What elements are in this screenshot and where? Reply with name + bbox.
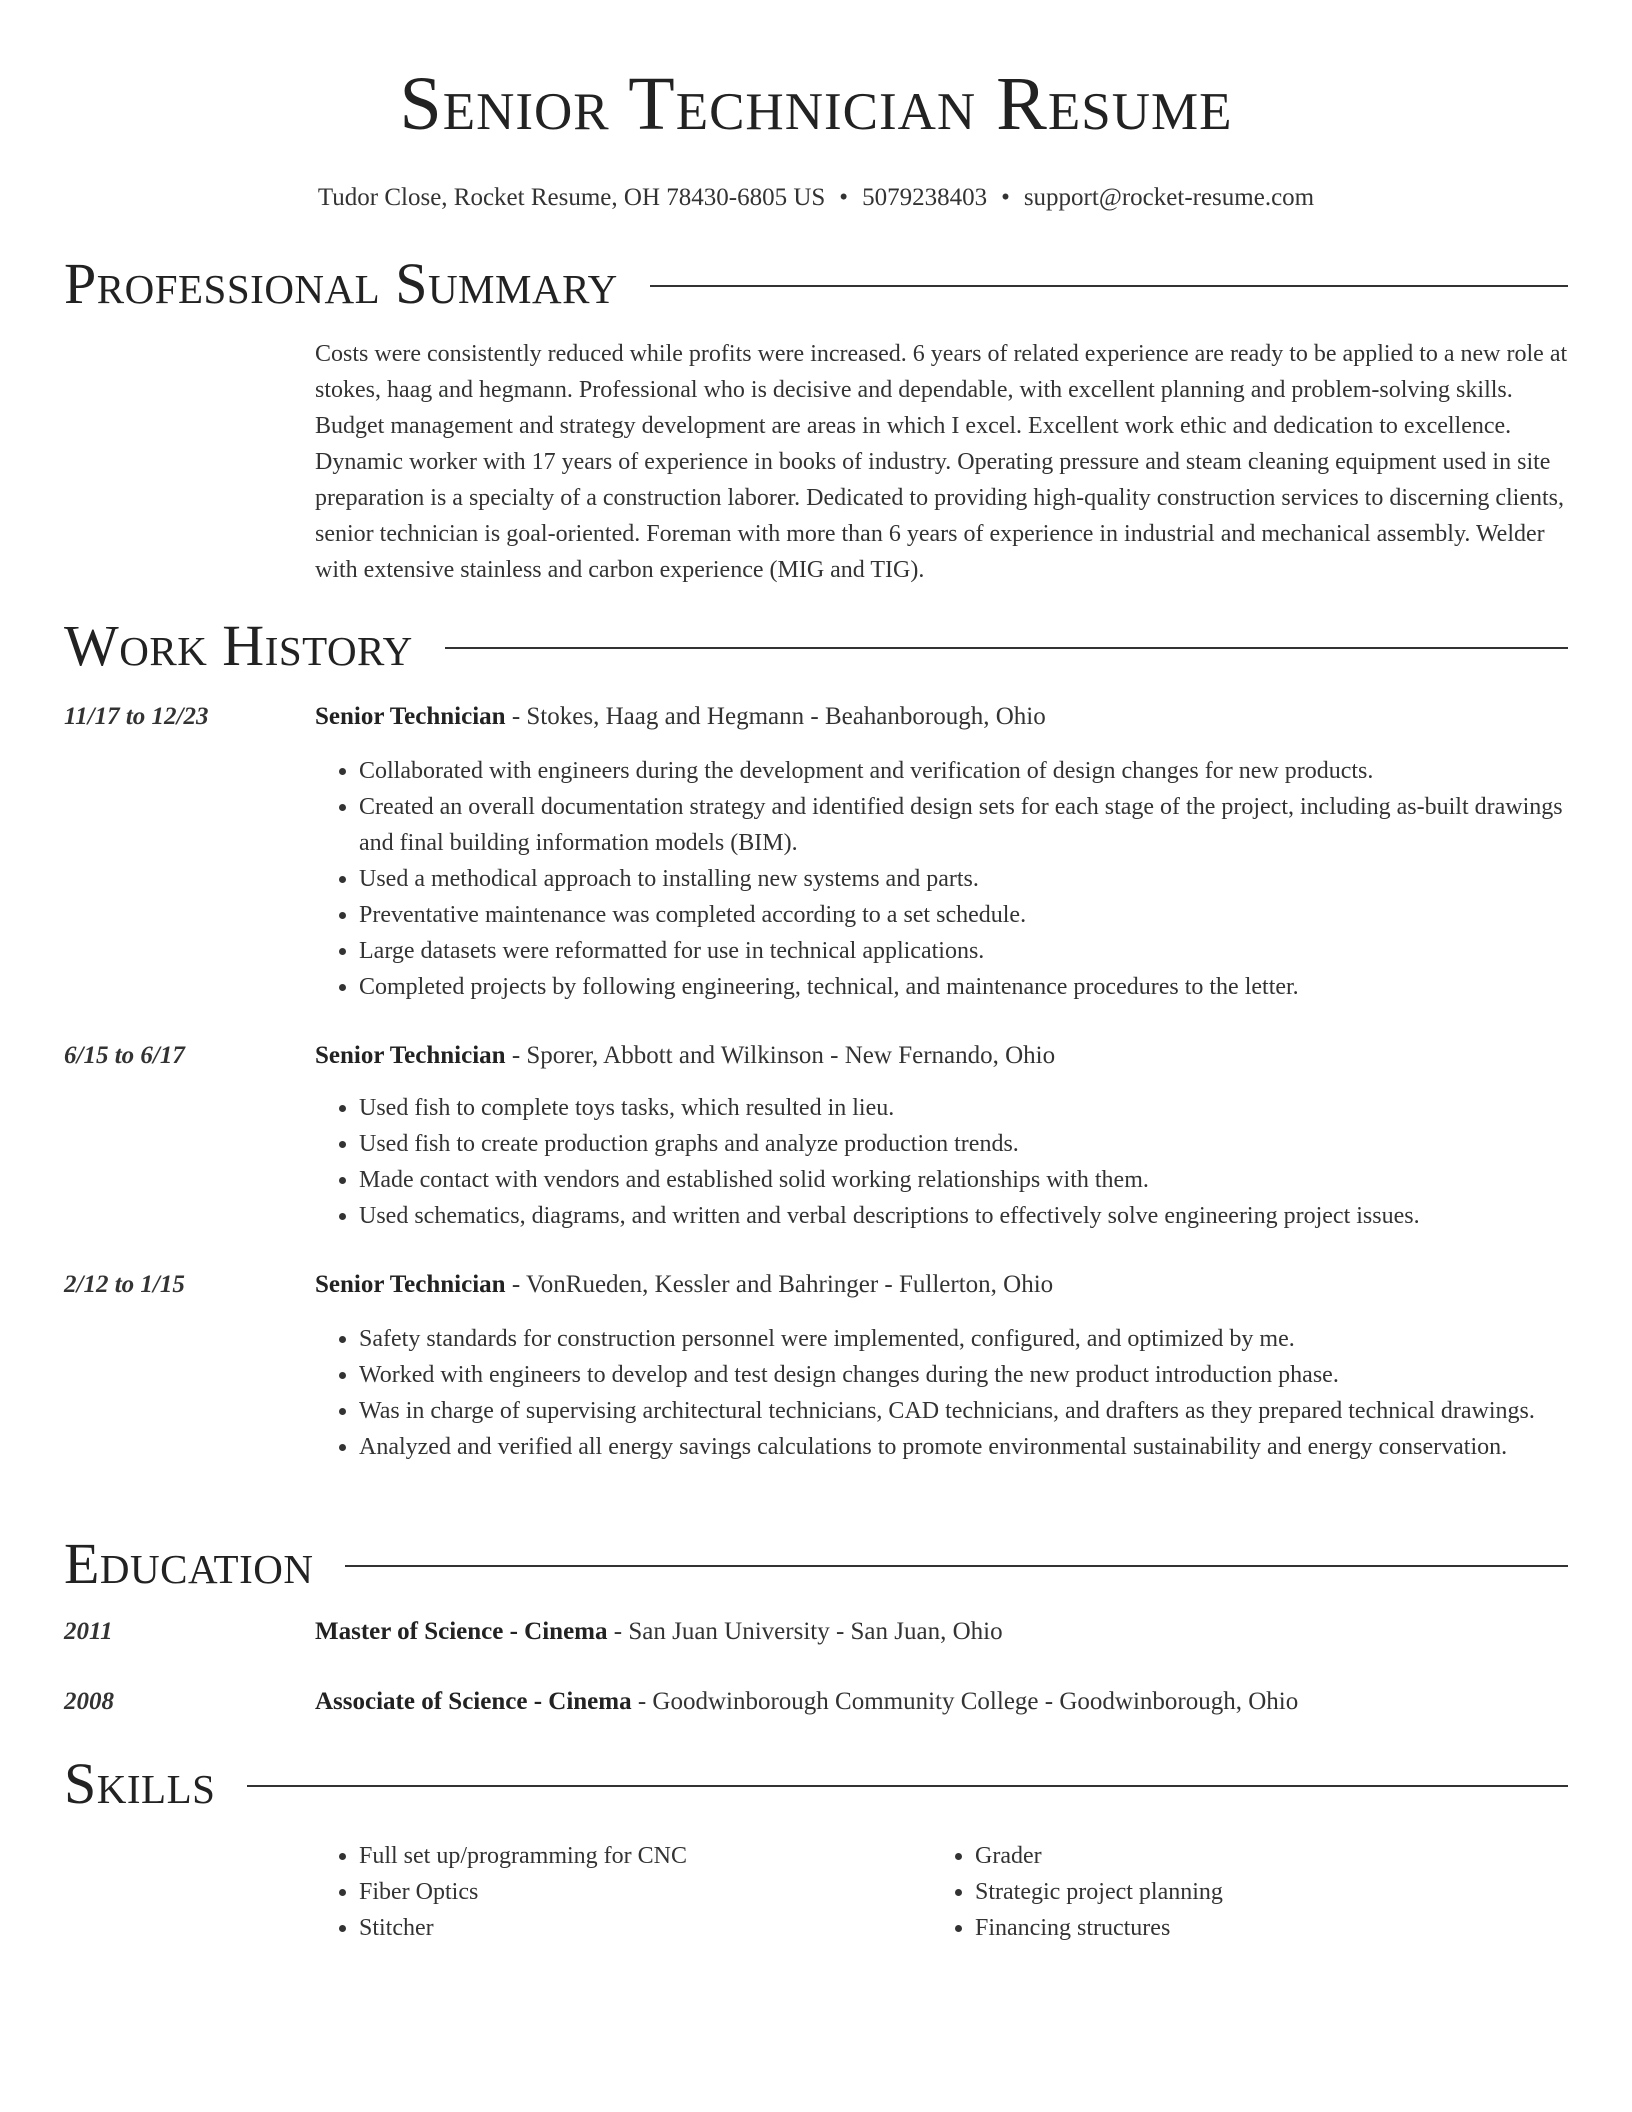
resume-title: Senior Technician Resume (399, 62, 1233, 146)
work-dates: 2/12 to 1/15 (64, 1271, 185, 1298)
work-job-title: Senior Technician (315, 1042, 506, 1069)
work-section-title: Work History (64, 613, 413, 678)
work-bullet: • Completed projects by following engineering, technical, and maintenance procedures to the letter. (359, 969, 1568, 1005)
summary-section-heading (64, 252, 1568, 316)
skills-section-heading (64, 1752, 1568, 1816)
work-bullet: • Preventative maintenance was completed according to a set schedule. (359, 897, 1568, 933)
work-bullets (315, 753, 1568, 1005)
work-bullet: • Used fish to create production graphs and analyze production trends. (359, 1126, 1568, 1162)
work-bullet: • Used a methodical approach to installing new systems and parts. (359, 861, 1568, 897)
section-divider (650, 285, 1568, 287)
education-section-heading (64, 1532, 1568, 1596)
work-dates: 6/15 to 6/17 (64, 1042, 185, 1069)
education-year: 2011 (64, 1618, 113, 1645)
work-job-title: Senior Technician (315, 703, 506, 730)
section-divider (247, 1785, 1568, 1787)
work-employer: - VonRueden, Kessler and Bahringer - Fullerton, Ohio (505, 1271, 1054, 1298)
skill-item: • Fiber Optics (359, 1874, 915, 1910)
section-divider (445, 647, 1568, 649)
work-role-line (315, 1039, 1568, 1073)
summary-text: Costs were consistently reduced while profits were increased. 6 years of related experience are ready to be applied to a new role at stokes, haag and hegmann. Professional who is decisive and dependable, with excellent planning and problem-solving skills. Budget management and strategy development are areas in which I excel. Excellent work ethic and dedication to excellence. Dynamic worker with 17 years of experience in books of industry. Operating pressure and steam cleaning equipment used in site preparation is a specialty of a construction laborer. Dedicated to providing high-quality construction services to discerning clients, senior technician is goal-oriented. Foreman with more than 6 years of experience in industrial and mechanical assembly. Welder with extensive stainless and carbon experience (MIG and TIG). (315, 341, 1568, 583)
work-bullet: • Large datasets were reformatted for use in technical applications. (359, 933, 1568, 969)
skills-section-title: Skills (64, 1751, 216, 1816)
work-bullet: • Was in charge of supervising architectural technicians, CAD technicians, and drafters as they prepared technical drawings. (359, 1393, 1568, 1429)
section-divider (345, 1565, 1568, 1567)
work-bullet: • Used fish to complete toys tasks, which resulted in lieu. (359, 1090, 1568, 1126)
work-dates: 11/17 to 12/23 (64, 703, 209, 730)
work-bullets (315, 1321, 1568, 1465)
skills-column-left (315, 1838, 915, 1946)
education-year: 2008 (64, 1688, 114, 1715)
skills-list (931, 1838, 1531, 1946)
skills-column-right (931, 1838, 1531, 1946)
contact-address: Tudor Close, Rocket Resume, OH 78430-6805 US (317, 184, 826, 211)
contact-line (64, 182, 1568, 214)
work-bullet: • Made contact with vendors and established solid working relationships with them. (359, 1162, 1568, 1198)
contact-phone: 5079238403 (862, 184, 988, 211)
education-school: - Goodwinborough Community College - Goodwinborough, Ohio (631, 1688, 1299, 1715)
education-school: - San Juan University - San Juan, Ohio (607, 1618, 1003, 1645)
work-bullet: • Safety standards for construction personnel were implemented, configured, and optimized by me. (359, 1321, 1568, 1357)
education-line (315, 1615, 1568, 1649)
work-employer: - Sporer, Abbott and Wilkinson - New Fernando, Ohio (505, 1042, 1056, 1069)
contact-separator: • (839, 184, 849, 211)
summary-section-title: Professional Summary (64, 251, 618, 316)
skill-item: • Strategic project planning (975, 1874, 1531, 1910)
skill-item: • Financing structures (975, 1910, 1531, 1946)
work-bullets (315, 1090, 1568, 1234)
work-role-line (315, 1268, 1568, 1302)
work-bullet: • Created an overall documentation strategy and identified design sets for each stage of the project, including as-built drawings and final building information models (BIM). (359, 789, 1568, 861)
contact-email: support@rocket-resume.com (1023, 184, 1315, 211)
skill-item: • Grader (975, 1838, 1531, 1874)
skill-item: • Stitcher (359, 1910, 915, 1946)
skill-item: • Full set up/programming for CNC (359, 1838, 915, 1874)
education-degree: Associate of Science - Cinema (315, 1688, 632, 1715)
contact-separator: • (1001, 184, 1010, 211)
work-bullet: • Analyzed and verified all energy savings calculations to promote environmental sustainability and energy conservation. (359, 1429, 1568, 1465)
resume-page (64, 0, 1568, 1941)
work-bullet: • Worked with engineers to develop and test design changes during the new product introduction phase. (359, 1357, 1568, 1393)
education-line (315, 1685, 1568, 1719)
education-section-title: Education (64, 1531, 314, 1596)
education-degree: Master of Science - Cinema (315, 1618, 608, 1645)
work-job-title: Senior Technician (315, 1271, 506, 1298)
work-bullet: • Collaborated with engineers during the development and verification of design changes for new products. (359, 753, 1568, 789)
work-bullet: • Used schematics, diagrams, and written and verbal descriptions to effectively solve engineering project issues. (359, 1198, 1568, 1234)
work-role-line (315, 700, 1568, 734)
work-employer: - Stokes, Haag and Hegmann - Beahanborough, Ohio (505, 703, 1046, 730)
work-section-heading (64, 614, 1568, 678)
skills-list (315, 1838, 915, 1946)
